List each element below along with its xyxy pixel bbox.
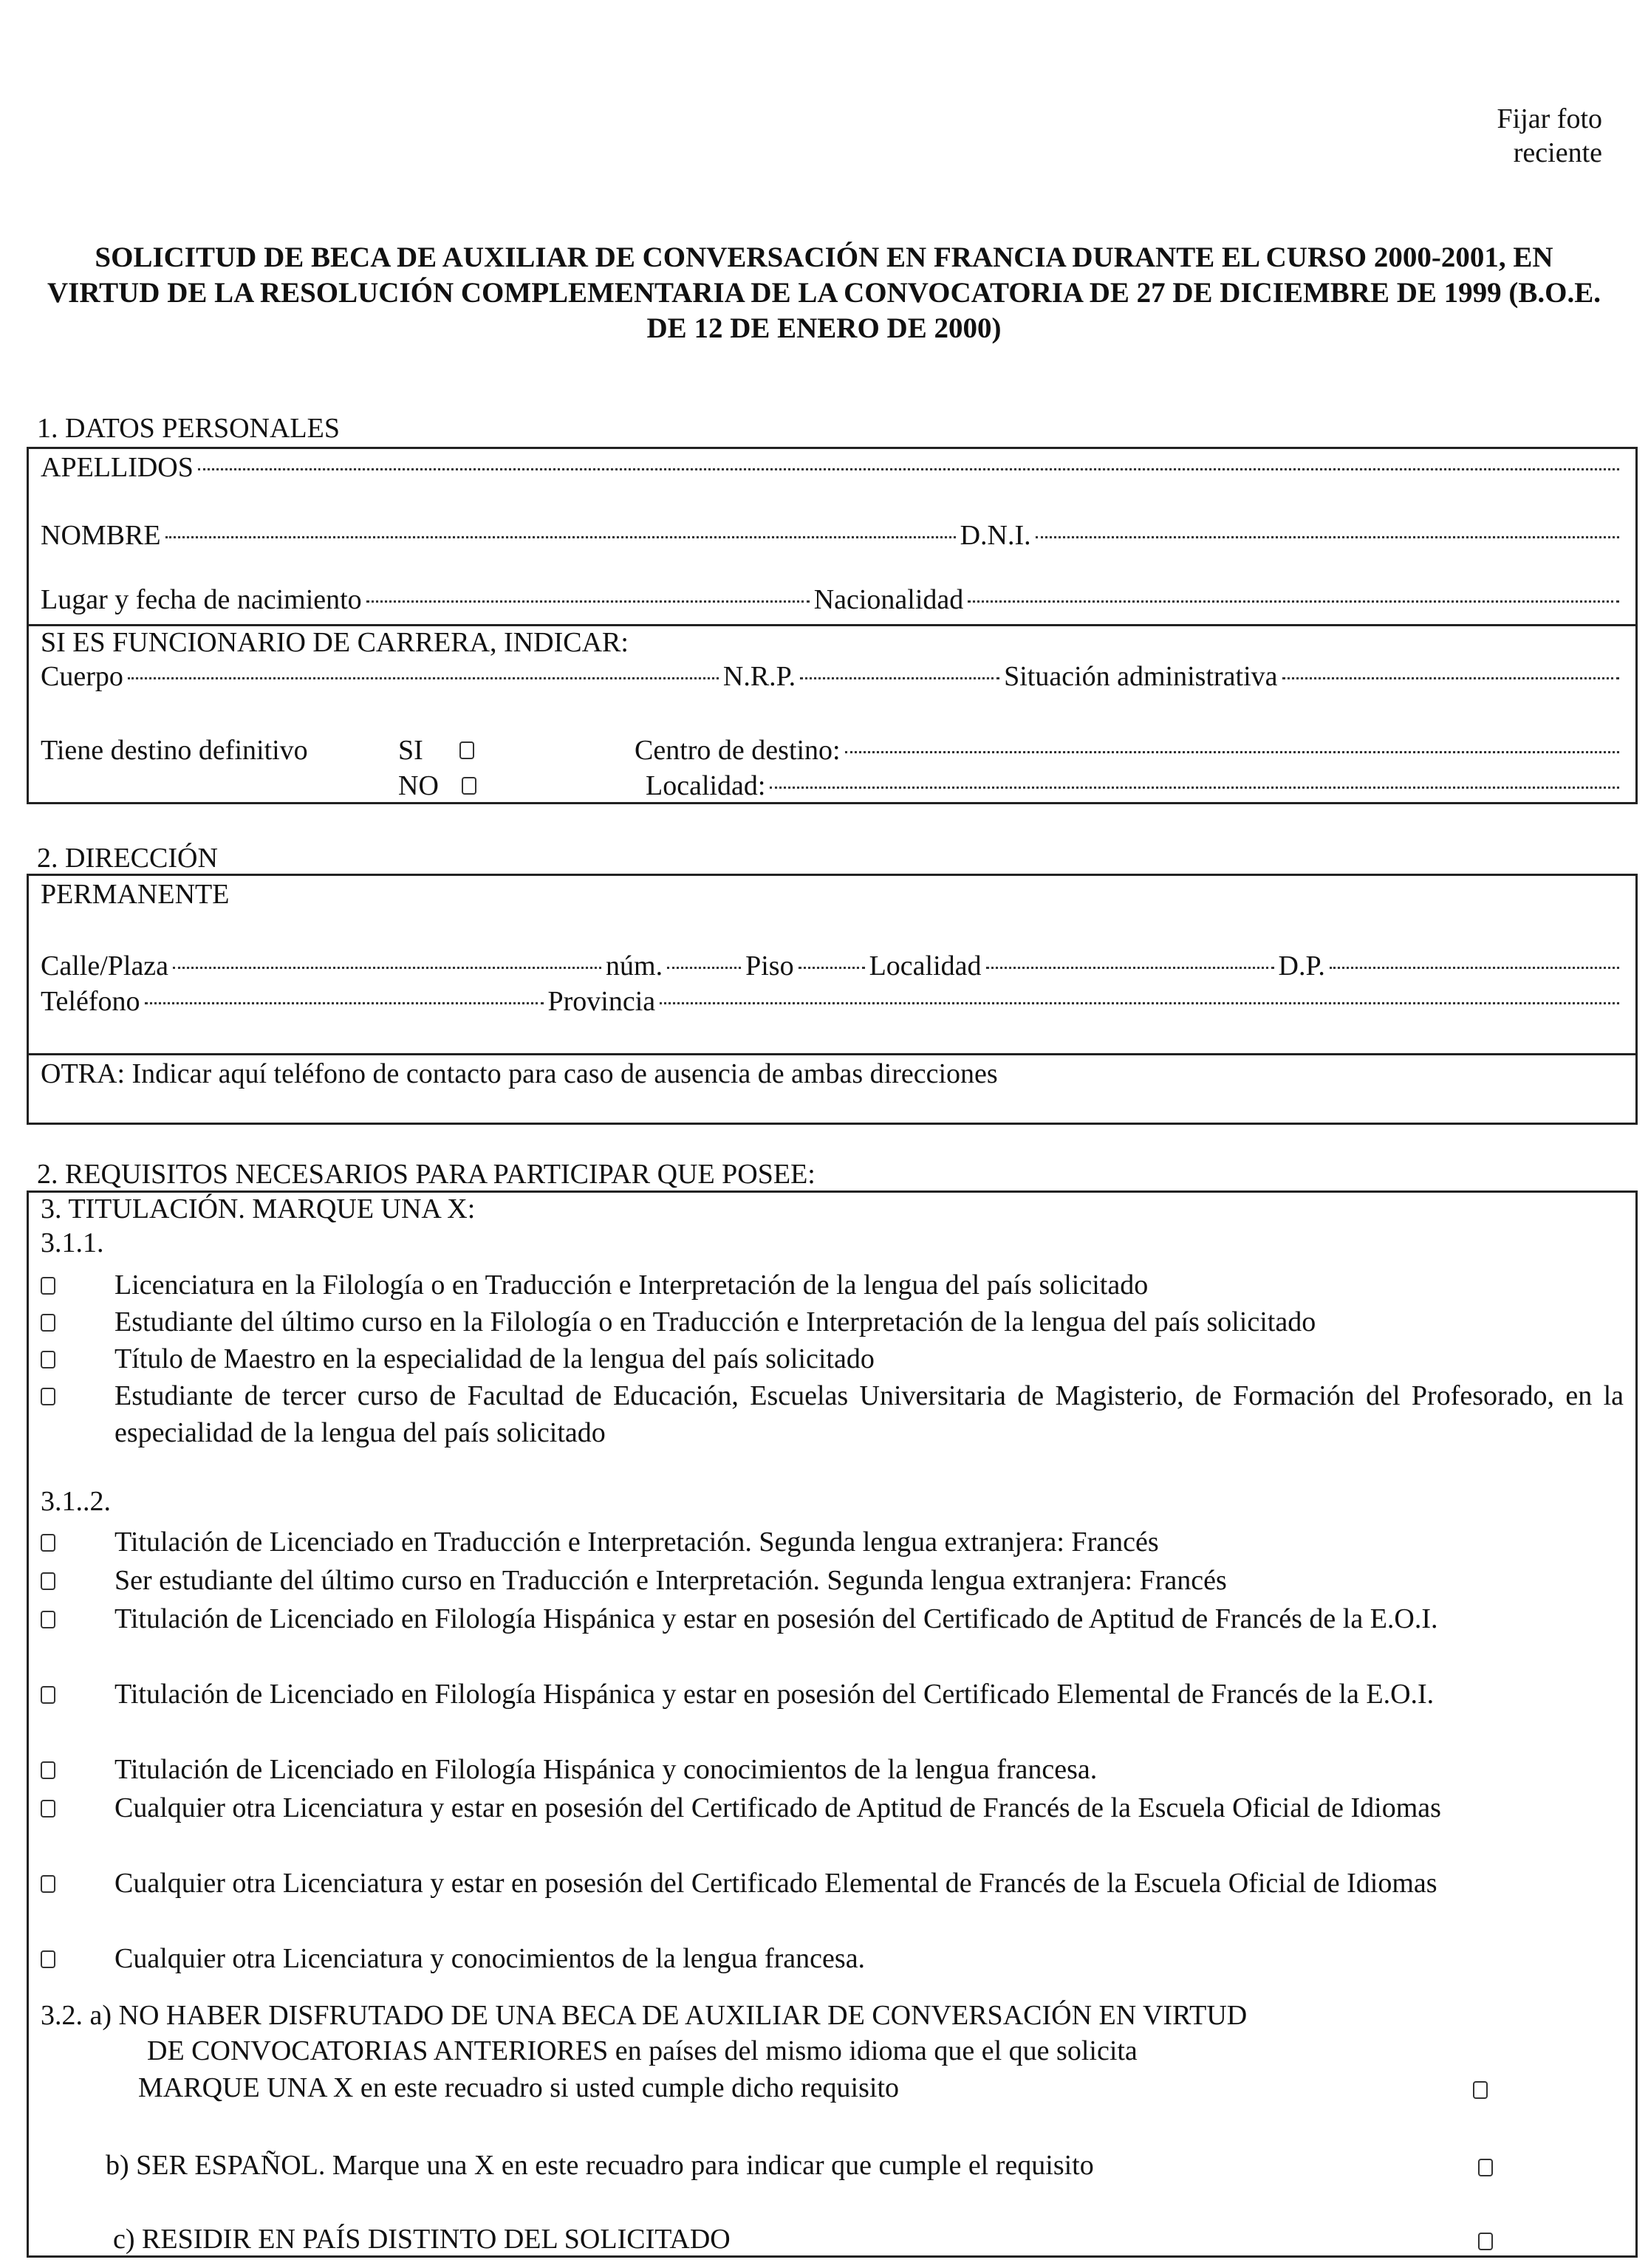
- option-checkbox[interactable]: [41, 1611, 55, 1628]
- option-label: Estudiante de tercer curso de Facultad de Educación, Escuelas Universitaria de Magisterio, de Formación del Profesorado, en la especialidad de la lengua del país solicitado: [114, 1380, 1624, 1448]
- num-field[interactable]: [667, 967, 741, 969]
- titulacion-label: 3. TITULACIÓN. MARQUE UNA X:: [41, 1193, 476, 1224]
- centro-label: Centro de destino:: [635, 735, 841, 766]
- permanente-label: PERMANENTE: [41, 879, 230, 910]
- requirement-c: c) RESIDIR EN PAÍS DISTINTO DEL SOLICITADO: [113, 2224, 731, 2255]
- requirements-box: [27, 1190, 1638, 2258]
- otra-label: OTRA: Indicar aquí teléfono de contacto para caso de ausencia de ambas direcciones: [41, 1058, 998, 1089]
- option-label: Cualquier otra Licenciatura y estar en posesión del Certificado Elemental de Francés de la Escuela Oficial de Idiomas: [114, 1868, 1437, 1899]
- photo-note-line-1: Fijar foto: [1497, 103, 1602, 134]
- section-personal-data-heading: 1. DATOS PERSONALES: [37, 413, 340, 444]
- requirement-b: b) SER ESPAÑOL. Marque una X en este recuadro para indicar que cumple el requisito: [106, 2150, 1094, 2181]
- provincia-label: Provincia: [547, 986, 656, 1017]
- option-3-1-2-g[interactable]: [41, 1865, 1624, 1902]
- option-checkbox[interactable]: [41, 1534, 55, 1552]
- centro-field[interactable]: [845, 751, 1619, 753]
- telefono-field[interactable]: [145, 1002, 544, 1004]
- cuerpo-field[interactable]: [128, 677, 719, 679]
- section-requirements-heading: 2. REQUISITOS NECESARIOS PARA PARTICIPAR QUE POSEE:: [37, 1159, 816, 1190]
- requirement-a-checkbox[interactable]: [1473, 2081, 1488, 2099]
- section-address-heading: 2. DIRECCIÓN: [37, 843, 218, 874]
- option-label: Ser estudiante del último curso en Traducción e Interpretación. Segunda lengua extranjera: Francés: [114, 1565, 1227, 1596]
- localidad-row: [646, 770, 1624, 802]
- centro-row: [635, 734, 1624, 767]
- nombre-field[interactable]: [165, 536, 956, 538]
- option-label: Licenciatura en la Filología o en Traducción e Interpretación de la lengua del país solicitado: [114, 1270, 1149, 1301]
- no-label: NO: [398, 770, 439, 801]
- birth-label: Lugar y fecha de nacimiento: [41, 584, 362, 615]
- photo-note-line-2: reciente: [1513, 137, 1602, 168]
- funcionario-row: [41, 626, 1624, 659]
- option-label: Titulación de Licenciado en Traducción e Interpretación. Segunda lengua extranjera: Francés: [114, 1527, 1159, 1558]
- telefono-row: [41, 985, 1624, 1018]
- provincia-field[interactable]: [660, 1002, 1619, 1004]
- situacion-field[interactable]: [1282, 677, 1619, 679]
- option-label: Titulación de Licenciado en Filología Hispánica y estar en posesión del Certificado de Aptitud de Francés de la E.O.I.: [114, 1603, 1438, 1634]
- birth-field[interactable]: [366, 600, 810, 603]
- option-checkbox[interactable]: [41, 1388, 55, 1405]
- divider: [29, 1053, 1635, 1055]
- situacion-label: Situación administrativa: [1004, 661, 1278, 692]
- cuerpo-label: Cuerpo: [41, 661, 123, 692]
- dp-label: D.P.: [1278, 950, 1325, 981]
- option-checkbox[interactable]: [41, 1277, 55, 1295]
- permanente-row: [41, 878, 1624, 911]
- personal-data-box: [27, 447, 1638, 804]
- nrp-field[interactable]: [800, 677, 999, 679]
- calle-row: [41, 950, 1624, 982]
- option-3-1-2-c[interactable]: [41, 1600, 1624, 1637]
- option-checkbox[interactable]: [41, 1875, 55, 1893]
- nacionalidad-label: Nacionalidad: [813, 584, 964, 615]
- option-checkbox[interactable]: [41, 1761, 55, 1779]
- requirement-a-line-2: DE CONVOCATORIAS ANTERIORES en países del mismo idioma que el que solicita: [147, 2035, 1138, 2066]
- option-checkbox[interactable]: [41, 1950, 55, 1968]
- option-checkbox[interactable]: [41, 1572, 55, 1590]
- option-label: Cualquier otra Licenciatura y estar en posesión del Certificado de Aptitud de Francés de la Escuela Oficial de Idiomas: [114, 1792, 1441, 1823]
- dp-field[interactable]: [1330, 967, 1619, 969]
- nacionalidad-field[interactable]: [968, 600, 1619, 603]
- si-checkbox[interactable]: [459, 741, 474, 759]
- no-checkbox[interactable]: [462, 777, 476, 795]
- apellidos-row: [41, 451, 1624, 484]
- telefono-label: Teléfono: [41, 986, 140, 1017]
- option-3-1-2-f[interactable]: [41, 1789, 1624, 1826]
- dni-label: D.N.I.: [960, 520, 1031, 551]
- sub1-label: 3.1.1.: [41, 1227, 104, 1258]
- si-label: SI: [398, 735, 423, 766]
- photo-note: [1497, 102, 1602, 170]
- option-checkbox[interactable]: [41, 1686, 55, 1704]
- address-box: [27, 874, 1638, 1125]
- nombre-row: [41, 519, 1624, 552]
- destino-definitivo-label: Tiene destino definitivo: [41, 735, 308, 766]
- requirement-a-line-1: 3.2. a) NO HABER DISFRUTADO DE UNA BECA DE AUXILIAR DE CONVERSACIÓN EN VIRTUD: [41, 2000, 1248, 2031]
- option-label: Cualquier otra Licenciatura y conocimientos de la lengua francesa.: [114, 1943, 866, 1974]
- option-label: Título de Maestro en la especialidad de la lengua del país solicitado: [114, 1343, 875, 1374]
- option-checkbox[interactable]: [41, 1314, 55, 1332]
- option-checkbox[interactable]: [41, 1800, 55, 1818]
- num-label: núm.: [606, 950, 663, 981]
- birth-row: [41, 583, 1624, 616]
- option-3-1-2-b[interactable]: [41, 1562, 1624, 1599]
- otra-row: [41, 1058, 1624, 1090]
- sub2-label: 3.1..2.: [41, 1486, 111, 1517]
- option-3-1-2-d[interactable]: [41, 1676, 1624, 1713]
- no-option[interactable]: [398, 770, 476, 802]
- option-3-1-2-e[interactable]: [41, 1751, 1624, 1788]
- localidad-label: Localidad:: [646, 770, 766, 801]
- option-3-1-1-b[interactable]: [41, 1303, 1624, 1340]
- cuerpo-row: [41, 660, 1624, 693]
- localidad-address-field[interactable]: [986, 967, 1274, 969]
- si-option[interactable]: [398, 734, 474, 767]
- localidad-label: Localidad: [869, 950, 982, 981]
- calle-field[interactable]: [173, 967, 601, 969]
- option-label: Titulación de Licenciado en Filología Hispánica y conocimientos de la lengua francesa.: [114, 1754, 1098, 1785]
- option-3-1-2-h[interactable]: [41, 1940, 1624, 1977]
- funcionario-label: SI ES FUNCIONARIO DE CARRERA, INDICAR:: [41, 627, 629, 658]
- nombre-label: NOMBRE: [41, 520, 161, 551]
- option-checkbox[interactable]: [41, 1351, 55, 1368]
- apellidos-field[interactable]: [198, 468, 1619, 470]
- apellidos-label: APELLIDOS: [41, 452, 194, 483]
- piso-field[interactable]: [799, 967, 865, 969]
- option-3-1-1-d[interactable]: [41, 1377, 1624, 1451]
- calle-label: Calle/Plaza: [41, 950, 169, 981]
- option-3-1-2-a[interactable]: [41, 1524, 1624, 1560]
- requirement-c-checkbox[interactable]: [1478, 2233, 1493, 2250]
- option-label: Estudiante del último curso en la Filología o en Traducción e Interpretación de la lengua del país solicitado: [114, 1306, 1316, 1337]
- requirement-b-checkbox[interactable]: [1478, 2159, 1493, 2176]
- piso-label: Piso: [745, 950, 794, 981]
- form-title: SOLICITUD DE BECA DE AUXILIAR DE CONVERSACIÓN EN FRANCIA DURANTE EL CURSO 2000-2001, EN VIRTUD DE LA RESOLUCIÓN COMPLEMENTARIA DE LA CONVOCATORIA DE 27 DE DICIEMBRE DE 1999 (B.O.E. DE 12 DE ENERO DE 2000): [47, 241, 1601, 344]
- requirement-a-line-3: MARQUE UNA X en este recuadro si usted cumple dicho requisito: [138, 2072, 900, 2103]
- localidad-field[interactable]: [770, 787, 1619, 789]
- option-3-1-1-a[interactable]: [41, 1267, 1624, 1303]
- option-label: Titulación de Licenciado en Filología Hispánica y estar en posesión del Certificado Elemental de Francés de la E.O.I.: [114, 1679, 1435, 1710]
- option-3-1-1-c[interactable]: [41, 1340, 1624, 1377]
- nrp-label: N.R.P.: [722, 661, 796, 692]
- dni-field[interactable]: [1036, 536, 1619, 538]
